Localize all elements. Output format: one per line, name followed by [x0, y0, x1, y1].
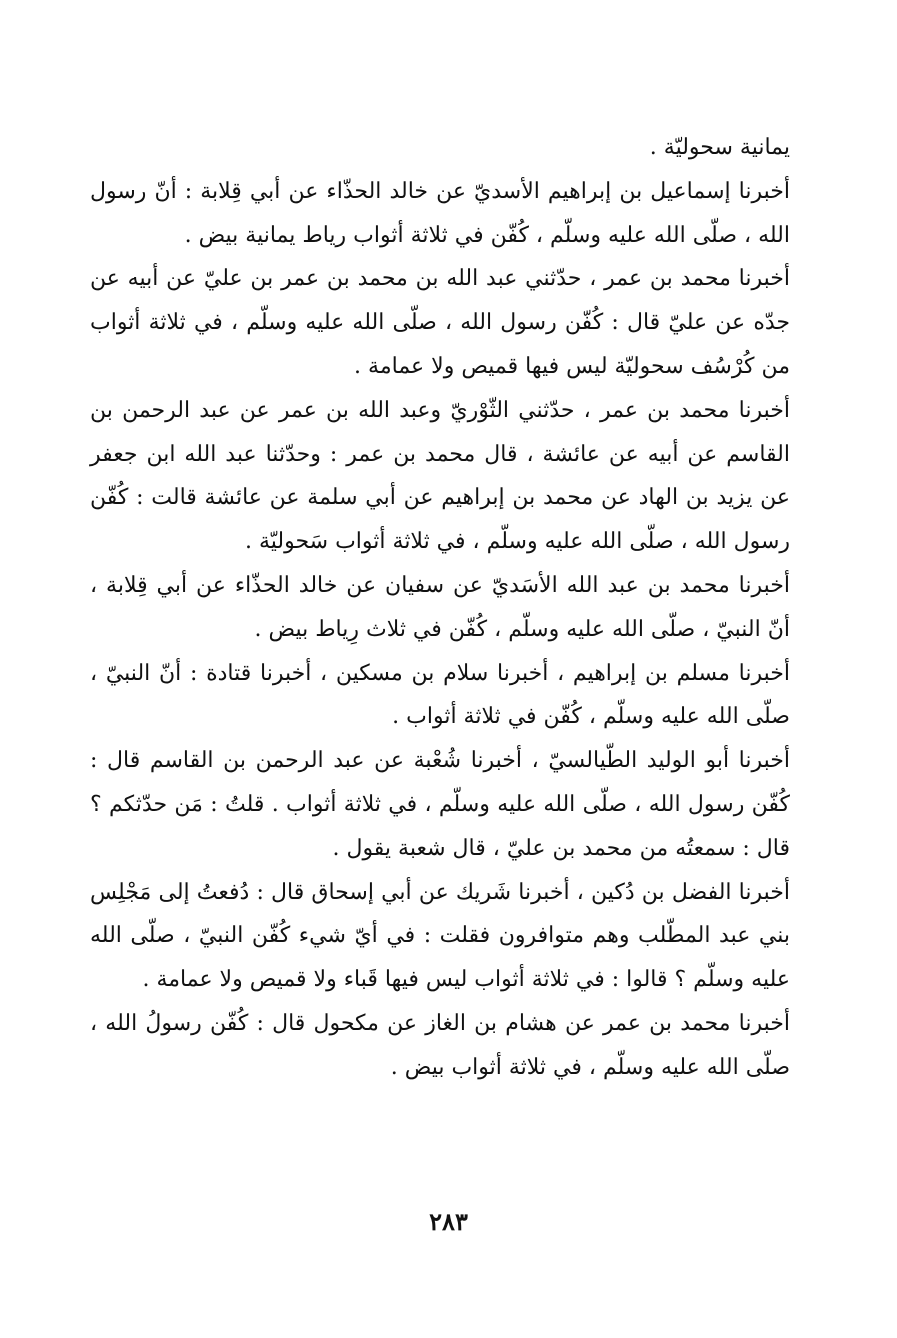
page-text	[90, 126, 790, 1090]
paragraph-6: أخبرنا مسلم بن إبراهيم ، أخبرنا سلام بن مسكين ، أخبرنا قتادة : أنّ النبيّ ، صلّى الله عليه وسلّم ، كُفّن في ثلاثة أثواب .	[90, 660, 790, 730]
paragraph-2: أخبرنا إسماعيل بن إبراهيم الأسديّ عن خالد الحذّاء عن أبي قِلابة : أنّ رسول الله ، صلّى الله عليه وسلّم ، كُفّن في ثلاثة أثواب رياط يمانية بيض .	[90, 178, 790, 248]
page-number: ٢٨٣	[429, 1207, 468, 1236]
paragraph-7: أخبرنا أبو الوليد الطّيالسيّ ، أخبرنا شُعْبة عن عبد الرحمن بن القاسم قال : كُفّن رسول الله ، صلّى الله عليه وسلّم ، في ثلاثة أثواب . قلتُ : مَن حدّثكم ؟ قال : سمعتُه من محمد بن عليّ ، قال شعبة يقول .	[90, 748, 790, 861]
paragraph-5: أخبرنا محمد بن عبد الله الأسَديّ عن سفيان عن خالد الحذّاء عن أبي قِلابة ، أنّ النبيّ ، صلّى الله عليه وسلّم ، كُفّن في ثلاث رِياط بيض .	[90, 572, 790, 642]
paragraph-1: يمانية سحوليّة .	[649, 135, 790, 160]
paragraph-9: أخبرنا محمد بن عمر عن هشام بن الغاز عن مكحول قال : كُفّن رسولُ الله ، صلّى الله عليه وسلّم ، في ثلاثة أثواب بيض .	[90, 1010, 790, 1080]
paragraph-4: أخبرنا محمد بن عمر ، حدّثني الثّوْريّ وعبد الله بن عمر عن عبد الرحمن بن القاسم عن أبيه عن عائشة ، قال محمد بن عمر : وحدّثنا عبد الله ابن جعفر عن يزيد بن الهاد عن محمد بن إبراهيم عن أبي سلمة عن عائشة قالت : كُفّن رسول الله ، صلّى الله عليه وسلّم ، في ثلاثة أثواب سَحوليّة .	[90, 397, 790, 555]
paragraph-3: أخبرنا محمد بن عمر ، حدّثني عبد الله بن محمد بن عمر بن عليّ عن أبيه عن جدّه عن عليّ قال : كُفّن رسول الله ، صلّى الله عليه وسلّم ، في ثلاثة أثواب من كُرْسُف سحوليّة ليس فيها قميص ولا عمامة .	[90, 266, 790, 379]
paragraph-8: أخبرنا الفضل بن دُكين ، أخبرنا شَريك عن أبي إسحاق قال : دُفعتُ إلى مَجْلِس بني عبد المطّلب وهم متوافرون فقلت : في أيّ شيء كُفّن النبيّ ، صلّى الله عليه وسلّم ؟ قالوا : في ثلاثة أثواب ليس فيها قَباء ولا قميص ولا عمامة .	[90, 879, 790, 993]
